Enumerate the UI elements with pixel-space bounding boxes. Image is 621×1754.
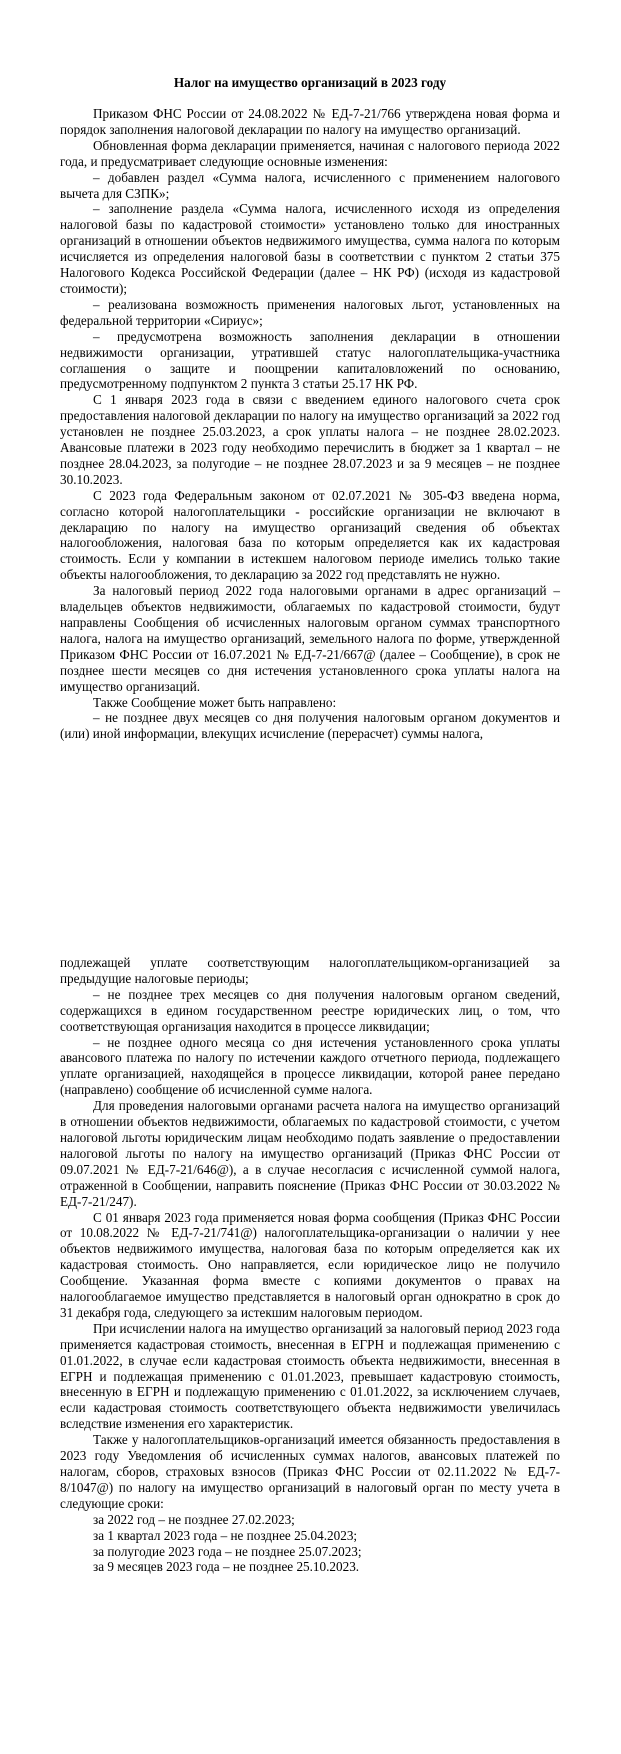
- paragraph: С 1 января 2023 года в связи с введением единого налогового счета срок предоставления налоговой декларации по налогу на имущество организаций за 2022 год установлен не позднее 25.03.2023, а срок уплаты налога – не позднее 28.02.2023. Авансовые платежи в 2023 году необходимо перечислить в бюджет за 1 квартал – не позднее 28.04.2023, за полугодие – не позднее 28.07.2023 и за 9 месяцев – не позднее 30.10.2023.: [60, 392, 560, 487]
- list-item: – реализована возможность применения налоговых льгот, установленных на федеральной территории «Сириус»;: [60, 296, 560, 328]
- list-item: – не позднее двух месяцев со дня получения налоговым органом документов и (или) иной информации, влекущих исчисление (перерасчет) суммы налога,: [60, 710, 560, 742]
- list-item: – заполнение раздела «Сумма налога, исчисленного исходя из определения налоговой базы по кадастровой стоимости» установлено только для иностранных организаций в отношении объектов недвижимого имущества, сумма налога по которым исчисляется из определения налоговой базы в соответствии с пунктом 2 статьи 375 Налогового Кодекса Российской Федерации (далее – НК РФ) (исходя из кадастровой стоимости);: [60, 201, 560, 296]
- paragraph: За налоговый период 2022 года налоговыми органами в адрес организаций – владельцев объектов недвижимости, облагаемых по кадастровой стоимости, будут направлены Сообщения об исчисленных налоговым органом суммах транспортного налога, налога на имущество организаций, земельного налога по форме, утвержденной Приказом ФНС России от 16.07.2021 № ЕД-7-21/667@ (далее – Сообщение), в срок не позднее шести месяцев со дня истечения установленного срока уплаты налога на имущество организаций.: [60, 583, 560, 694]
- deadline-item: за 2022 год – не позднее 27.02.2023;: [93, 1511, 295, 1527]
- list-item: – не позднее одного месяца со дня истечения установленного срока уплаты авансового платежа по налогу по истечении каждого отчетного периода, подлежащего уплате организацией, находящейся в процессе ликвидации, которой ранее передано (направлено) сообщение об исчисленной сумме налога.: [60, 1034, 560, 1098]
- paragraph: С 2023 года Федеральным законом от 02.07.2021 № 305-ФЗ введена норма, согласно которой налогоплательщики - российские организации не включают в декларацию по налогу на имущество организаций сведения об объектах налогообложения, налоговая база по которым определяется как их кадастровая стоимость. Если у компании в истекшем налоговом периоде имелись только такие объекты налогообложения, то декларацию за 2022 год представлять не нужно.: [60, 487, 560, 583]
- deadline-item: за 1 квартал 2023 года – не позднее 25.04.2023;: [93, 1527, 358, 1543]
- paragraph: Приказом ФНС России от 24.08.2022 № ЕД-7-21/766 утверждена новая форма и порядок заполнения налоговой декларации по налогу на имущество организаций.: [60, 106, 560, 137]
- document-title: Налог на имущество организаций в 2023 году: [173, 75, 447, 90]
- deadline-item: за 9 месяцев 2023 года – не позднее 25.10.2023.: [93, 1559, 360, 1575]
- paragraph: Обновленная форма декларации применяется, начиная с налогового периода 2022 года, и предусматривает следующие основные изменения:: [60, 137, 560, 169]
- paragraph: При исчислении налога на имущество организаций за налоговый период 2023 года применяется кадастровая стоимость, внесенная в ЕГРН и подлежащая применению с 01.01.2022, в случае если кадастровая стоимость объекта недвижимости, внесенная в ЕГРН и подлежащая применению с 01.01.2023, превышает кадастровую стоимость, внесенную в ЕГРН и подлежащую применению с 01.01.2022, за исключением случаев, если кадастровая стоимость соответствующего объекта недвижимости увеличилась вследствие изменения его характеристик.: [60, 1320, 560, 1432]
- paragraph: Также у налогоплательщиков-организаций имеется обязанность предоставления в 2023 году Уведомления об исчисленных суммах налогов, авансовых платежей по налогам, сборов, страховых взносов (Приказ ФНС России от 02.11.2022 № ЕД-7-8/1047@) по налогу на имущество организаций в налоговый орган по месту учета в следующие сроки:: [60, 1432, 560, 1511]
- page-2-body: [60, 955, 560, 1575]
- list-item: – не позднее трех месяцев со дня получения налоговым органом сведений, содержащихся в едином государственном реестре юридических лиц, о том, что соответствующая организация находится в процессе ликвидации;: [60, 986, 560, 1034]
- deadline-item: за полугодие 2023 года – не позднее 25.07.2023;: [93, 1543, 362, 1559]
- paragraph: С 01 января 2023 года применяется новая форма сообщения (Приказ ФНС России от 10.08.2022 № ЕД-7-21/741@) налогоплательщика-организации о наличии у нее объектов недвижимого имущества, налоговая база по которым определяется как их кадастровая стоимость. Оно направляется, если юридическое лицо не получило Сообщение. Указанная форма вместе с копиями документов о правах на налогооблагаемое имущество представляется в налоговый орган однократно в срок до 31 декабря года, следующего за истекшим налоговым периодом.: [60, 1209, 560, 1320]
- paragraph-continuation: подлежащей уплате соответствующим налогоплательщиком-организацией за предыдущие налоговые периоды;: [60, 955, 560, 986]
- paragraph: Для проведения налоговыми органами расчета налога на имущество организаций в отношении объектов недвижимости, облагаемых по кадастровой стоимости, с учетом налоговой льготы юридическим лицам необходимо подать заявление о предоставлении налоговой льготы по налогу на имущество организаций (Приказ ФНС России от 09.07.2021 № ЕД-7-21/646@), а в случае несогласия с исчисленной суммой налога, отраженной в Сообщении, направить пояснение (Приказ ФНС России от 30.03.2022 № ЕД-7-21/247).: [60, 1098, 560, 1209]
- list-item: – добавлен раздел «Сумма налога, исчисленного с применением налогового вычета для СЗПК»;: [60, 169, 560, 201]
- page-1-body: [60, 106, 560, 742]
- list-item: – предусмотрена возможность заполнения декларации в отношении недвижимости организации, утратившей статус налогоплательщика-участника соглашения о защите и поощрении капиталовложений по основанию, предусмотренному подпунктом 2 пункта 3 статьи 25.17 НК РФ.: [60, 328, 560, 392]
- paragraph: Также Сообщение может быть направлено:: [93, 694, 337, 710]
